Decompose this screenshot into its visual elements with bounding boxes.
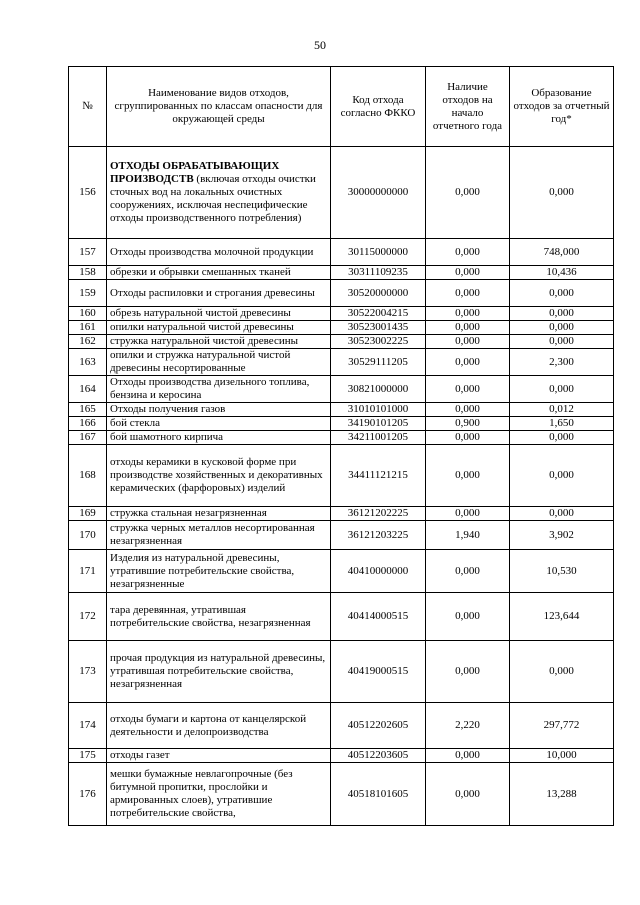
row-generated-amount: 0,000 xyxy=(510,507,614,521)
row-number: 164 xyxy=(69,376,107,403)
table-body xyxy=(69,147,614,826)
row-code: 40518101605 xyxy=(331,763,426,826)
row-initial-amount: 0,000 xyxy=(426,763,510,826)
table-row xyxy=(69,321,614,335)
row-generated-amount: 0,000 xyxy=(510,376,614,403)
row-initial-amount: 0,000 xyxy=(426,749,510,763)
row-code: 36121203225 xyxy=(331,521,426,550)
table-row xyxy=(69,550,614,593)
header-name: Наименование видов отходов, сгруппированных по классам опасности для окружающей среды xyxy=(107,67,331,147)
table-row xyxy=(69,280,614,307)
row-code: 40410000000 xyxy=(331,550,426,593)
row-code: 40512202605 xyxy=(331,703,426,749)
row-generated-amount: 0,000 xyxy=(510,147,614,239)
row-name: отходы керамики в кусковой форме при производстве хозяйственных и декоративных керамических (фарфоровых) изделий xyxy=(107,445,331,507)
row-code: 30523002225 xyxy=(331,335,426,349)
row-generated-amount: 0,000 xyxy=(510,307,614,321)
row-name: опилки и стружка натуральной чистой древесины несортированные xyxy=(107,349,331,376)
row-number: 175 xyxy=(69,749,107,763)
row-initial-amount: 0,000 xyxy=(426,307,510,321)
row-code: 40419000515 xyxy=(331,641,426,703)
row-initial-amount: 0,000 xyxy=(426,147,510,239)
waste-table xyxy=(68,66,614,826)
table-row xyxy=(69,307,614,321)
row-number: 176 xyxy=(69,763,107,826)
row-initial-amount: 0,000 xyxy=(426,550,510,593)
row-code: 36121202225 xyxy=(331,507,426,521)
row-name: обрезь натуральной чистой древесины xyxy=(107,307,331,321)
page-number: 50 xyxy=(314,38,326,52)
row-name: опилки натуральной чистой древесины xyxy=(107,321,331,335)
row-generated-amount: 3,902 xyxy=(510,521,614,550)
row-generated-amount: 1,650 xyxy=(510,417,614,431)
row-generated-amount: 0,000 xyxy=(510,335,614,349)
row-code: 30000000000 xyxy=(331,147,426,239)
row-initial-amount: 1,940 xyxy=(426,521,510,550)
row-name xyxy=(107,147,331,239)
row-number: 165 xyxy=(69,403,107,417)
row-number: 161 xyxy=(69,321,107,335)
row-code: 31010101000 xyxy=(331,403,426,417)
row-number: 173 xyxy=(69,641,107,703)
row-name-bold: ОТХОДЫ ОБРАБАТЫВАЮЩИХ ПРОИЗВОДСТВ xyxy=(110,160,280,185)
table-row xyxy=(69,147,614,239)
table-row xyxy=(69,445,614,507)
table-row xyxy=(69,431,614,445)
row-code: 40414000515 xyxy=(331,593,426,641)
row-name: стружка черных металлов несортированная незагрязненная xyxy=(107,521,331,550)
row-name: отходы бумаги и картона от канцелярской деятельности и делопроизводства xyxy=(107,703,331,749)
row-initial-amount: 0,000 xyxy=(426,445,510,507)
row-name: стружка натуральной чистой древесины xyxy=(107,335,331,349)
row-number: 174 xyxy=(69,703,107,749)
row-name: бой стекла xyxy=(107,417,331,431)
table-row xyxy=(69,593,614,641)
row-generated-amount: 0,000 xyxy=(510,431,614,445)
table-row xyxy=(69,703,614,749)
row-initial-amount: 0,900 xyxy=(426,417,510,431)
row-code: 30821000000 xyxy=(331,376,426,403)
table-row xyxy=(69,763,614,826)
row-name: стружка стальная незагрязненная xyxy=(107,507,331,521)
row-code: 30529111205 xyxy=(331,349,426,376)
row-initial-amount: 0,000 xyxy=(426,507,510,521)
row-number: 162 xyxy=(69,335,107,349)
row-generated-amount: 10,530 xyxy=(510,550,614,593)
row-name: бой шамотного кирпича xyxy=(107,431,331,445)
row-code: 30520000000 xyxy=(331,280,426,307)
row-initial-amount: 0,000 xyxy=(426,266,510,280)
table-row xyxy=(69,749,614,763)
table-row xyxy=(69,266,614,280)
row-number: 158 xyxy=(69,266,107,280)
row-number: 172 xyxy=(69,593,107,641)
row-code: 34211001205 xyxy=(331,431,426,445)
header-nal: Наличие отходов на начало отчетного года xyxy=(426,67,510,147)
row-initial-amount: 0,000 xyxy=(426,593,510,641)
row-name: Отходы производства дизельного топлива, бензина и керосина xyxy=(107,376,331,403)
row-number: 167 xyxy=(69,431,107,445)
table-row xyxy=(69,417,614,431)
row-code: 30311109235 xyxy=(331,266,426,280)
header-code: Код отхода согласно ФККО xyxy=(331,67,426,147)
row-initial-amount: 0,000 xyxy=(426,335,510,349)
table-row xyxy=(69,521,614,550)
row-number: 171 xyxy=(69,550,107,593)
row-number: 157 xyxy=(69,239,107,266)
row-generated-amount: 0,000 xyxy=(510,321,614,335)
row-number: 168 xyxy=(69,445,107,507)
table-row xyxy=(69,641,614,703)
row-generated-amount: 0,000 xyxy=(510,445,614,507)
row-name-text: (включая отходы очистки сточных вод на локальных очистных сооружениях, исключая неспецифические отходы производственного потребления) xyxy=(110,173,316,224)
row-number: 159 xyxy=(69,280,107,307)
row-initial-amount: 0,000 xyxy=(426,239,510,266)
row-name: обрезки и обрывки смешанных тканей xyxy=(107,266,331,280)
row-generated-amount: 10,436 xyxy=(510,266,614,280)
row-initial-amount: 0,000 xyxy=(426,280,510,307)
row-generated-amount: 748,000 xyxy=(510,239,614,266)
row-code: 30523001435 xyxy=(331,321,426,335)
row-generated-amount: 123,644 xyxy=(510,593,614,641)
row-initial-amount: 0,000 xyxy=(426,431,510,445)
row-generated-amount: 10,000 xyxy=(510,749,614,763)
row-code: 34411121215 xyxy=(331,445,426,507)
row-name: прочая продукция из натуральной древесины, утратившая потребительские свойства, незагрязненная xyxy=(107,641,331,703)
table-row xyxy=(69,335,614,349)
row-number: 166 xyxy=(69,417,107,431)
row-number: 170 xyxy=(69,521,107,550)
row-initial-amount: 0,000 xyxy=(426,403,510,417)
table-row xyxy=(69,349,614,376)
row-name: мешки бумажные невлагопрочные (без битумной пропитки, прослойки и армированных слоев), утратившие потребительские свойства, xyxy=(107,763,331,826)
row-name: Отходы распиловки и строгания древесины xyxy=(107,280,331,307)
table-row xyxy=(69,507,614,521)
row-name: тара деревянная, утратившая потребительские свойства, незагрязненная xyxy=(107,593,331,641)
row-generated-amount: 297,772 xyxy=(510,703,614,749)
row-number: 163 xyxy=(69,349,107,376)
row-code: 30115000000 xyxy=(331,239,426,266)
row-name: отходы газет xyxy=(107,749,331,763)
row-name: Отходы получения газов xyxy=(107,403,331,417)
row-name: Изделия из натуральной древесины, утратившие потребительские свойства, незагрязненные xyxy=(107,550,331,593)
row-generated-amount: 2,300 xyxy=(510,349,614,376)
row-initial-amount: 0,000 xyxy=(426,641,510,703)
row-generated-amount: 0,012 xyxy=(510,403,614,417)
row-code: 34190101205 xyxy=(331,417,426,431)
row-name: Отходы производства молочной продукции xyxy=(107,239,331,266)
table-row xyxy=(69,376,614,403)
row-code: 40512203605 xyxy=(331,749,426,763)
row-generated-amount: 0,000 xyxy=(510,641,614,703)
row-generated-amount: 0,000 xyxy=(510,280,614,307)
header-num: № xyxy=(69,67,107,147)
row-number: 156 xyxy=(69,147,107,239)
row-number: 169 xyxy=(69,507,107,521)
row-number: 160 xyxy=(69,307,107,321)
row-code: 30522004215 xyxy=(331,307,426,321)
table-row xyxy=(69,239,614,266)
row-initial-amount: 0,000 xyxy=(426,376,510,403)
row-generated-amount: 13,288 xyxy=(510,763,614,826)
row-initial-amount: 0,000 xyxy=(426,321,510,335)
row-initial-amount: 0,000 xyxy=(426,349,510,376)
header-obr: Образование отходов за отчетный год* xyxy=(510,67,614,147)
row-initial-amount: 2,220 xyxy=(426,703,510,749)
table-row xyxy=(69,403,614,417)
table-header-row xyxy=(69,67,614,147)
